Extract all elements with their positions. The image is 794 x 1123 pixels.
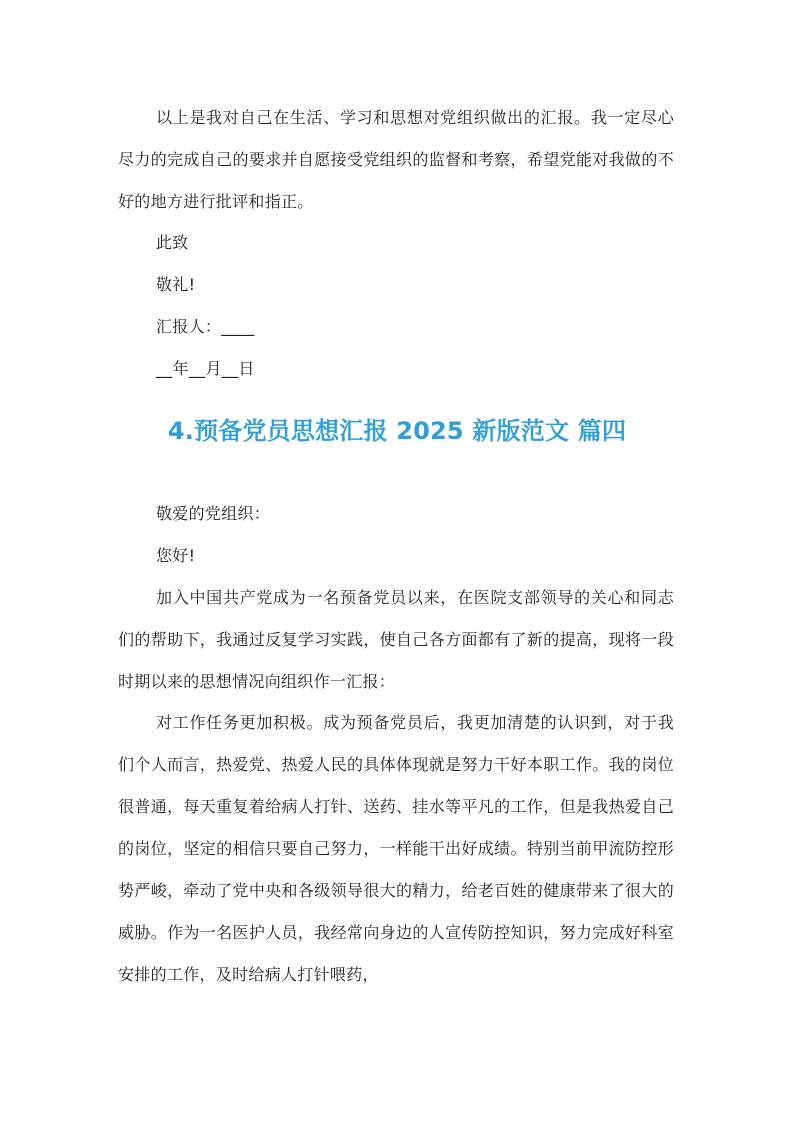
body-paragraph-work: 对工作任务更加积极。成为预备党员后，我更加清楚的认识到，对于我们个人而言，热爱党、热爱人民的具体体现就是努力干好本职工作。我的岗位很普通，每天重复着给病人打针、送药、挂水等平凡的工作，但是我热爱自己的岗位，坚定的相信只要自己努力，一样能干出好成绩。特别当前甲流防控形势严峻，牵动了党中央和各级领导很大的精力，给老百姓的健康带来了很大的威胁。作为一名医护人员，我经常向身边的人宣传防控知识，努力完成好科室安排的工作，及时给病人打针喂药，: [118, 713, 674, 984]
section-heading: 4.预备党员思想汇报 2025 新版范文 篇四: [167, 417, 627, 445]
closing-salutation-1: 此致: [156, 233, 189, 252]
reporter-line: 汇报人：____: [156, 317, 255, 336]
closing-salutation-2: 敬礼!: [156, 275, 196, 294]
body-paragraph-intro: 加入中国共产党成为一名预备党员以来，在医院支部领导的关心和同志们的帮助下，我通过反复学习实践，使自己各方面都有了新的提高，现将一段时期以来的思想情况向组织作一汇报：: [118, 588, 674, 691]
greeting-hello: 您好!: [156, 546, 196, 565]
report-summary-paragraph: 以上是我对自己在生活、学习和思想对党组织做出的汇报。我一定尽心尽力的完成自己的要求并自愿接受党组织的监督和考察，希望党能对我做的不好的地方进行批评和指正。: [118, 108, 674, 211]
date-line: __年__月__日: [156, 359, 255, 378]
greeting-addressee: 敬爱的党组织：: [156, 504, 271, 523]
